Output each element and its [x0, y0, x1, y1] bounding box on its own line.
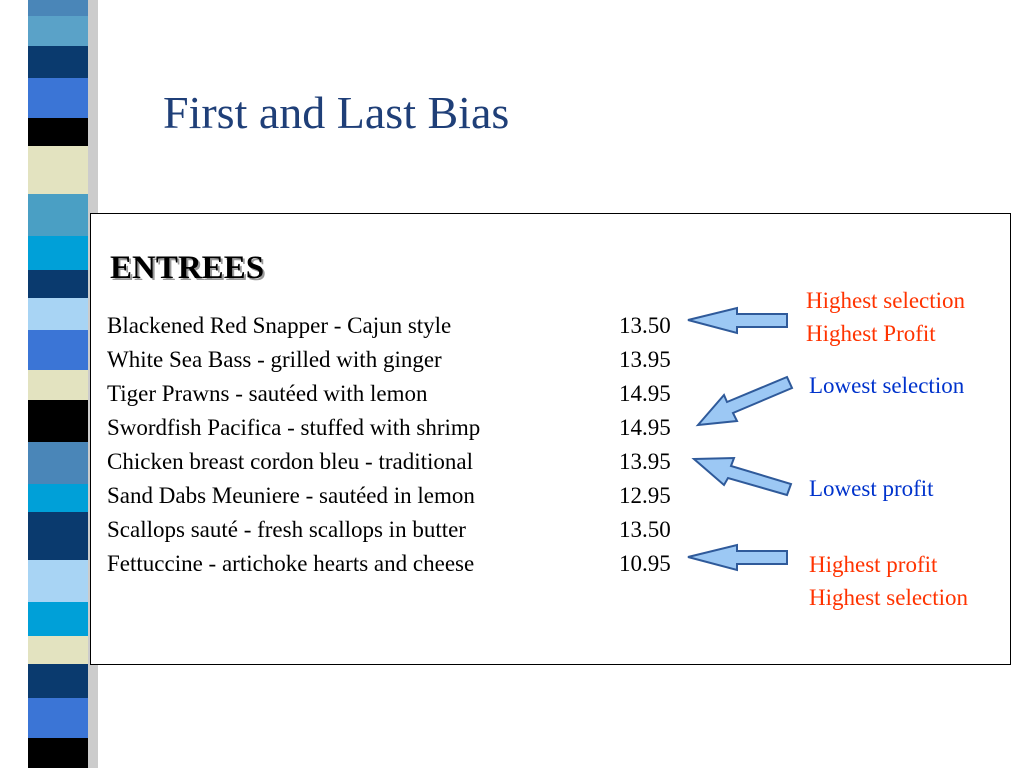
menu-item-price: 13.50: [619, 313, 671, 338]
note-lowest-selection: Lowest selection: [809, 373, 965, 398]
menu-item-price: 14.95: [619, 381, 671, 406]
menu-item-name: Chicken breast cordon bleu - traditional: [107, 449, 473, 474]
note-first-item: [806, 284, 965, 350]
note-line: Highest selection: [809, 585, 969, 610]
slide-title: First and Last Bias: [163, 87, 510, 138]
menu-item-price: 13.50: [619, 517, 671, 542]
menu-item-price: 10.95: [619, 551, 671, 576]
menu-item-price: 12.95: [619, 483, 671, 508]
menu-item-price: 13.95: [619, 347, 671, 372]
menu-item-name: Swordfish Pacifica - stuffed with shrimp: [107, 415, 481, 440]
menu-item-name: Fettuccine - artichoke hearts and cheese: [107, 551, 475, 576]
note-lowest-profit: Lowest profit: [809, 476, 934, 501]
menu-heading: ENTREES: [110, 250, 265, 286]
menu-item-price: 13.95: [619, 449, 671, 474]
menu-item-name: Scallops sauté - fresh scallops in butter: [107, 517, 466, 542]
note-line: Highest selection: [806, 288, 966, 313]
note-line: Highest profit: [809, 552, 938, 577]
note-line: Highest Profit: [806, 321, 936, 346]
menu-item-name: Blackened Red Snapper - Cajun style: [107, 313, 452, 338]
menu-item-name: White Sea Bass - grilled with ginger: [107, 347, 442, 372]
menu-item-name: Sand Dabs Meuniere - sautéed in lemon: [107, 483, 475, 508]
note-last-item: [809, 548, 968, 614]
menu-item-price: 14.95: [619, 415, 671, 440]
menu-item-name: Tiger Prawns - sautéed with lemon: [107, 381, 428, 406]
